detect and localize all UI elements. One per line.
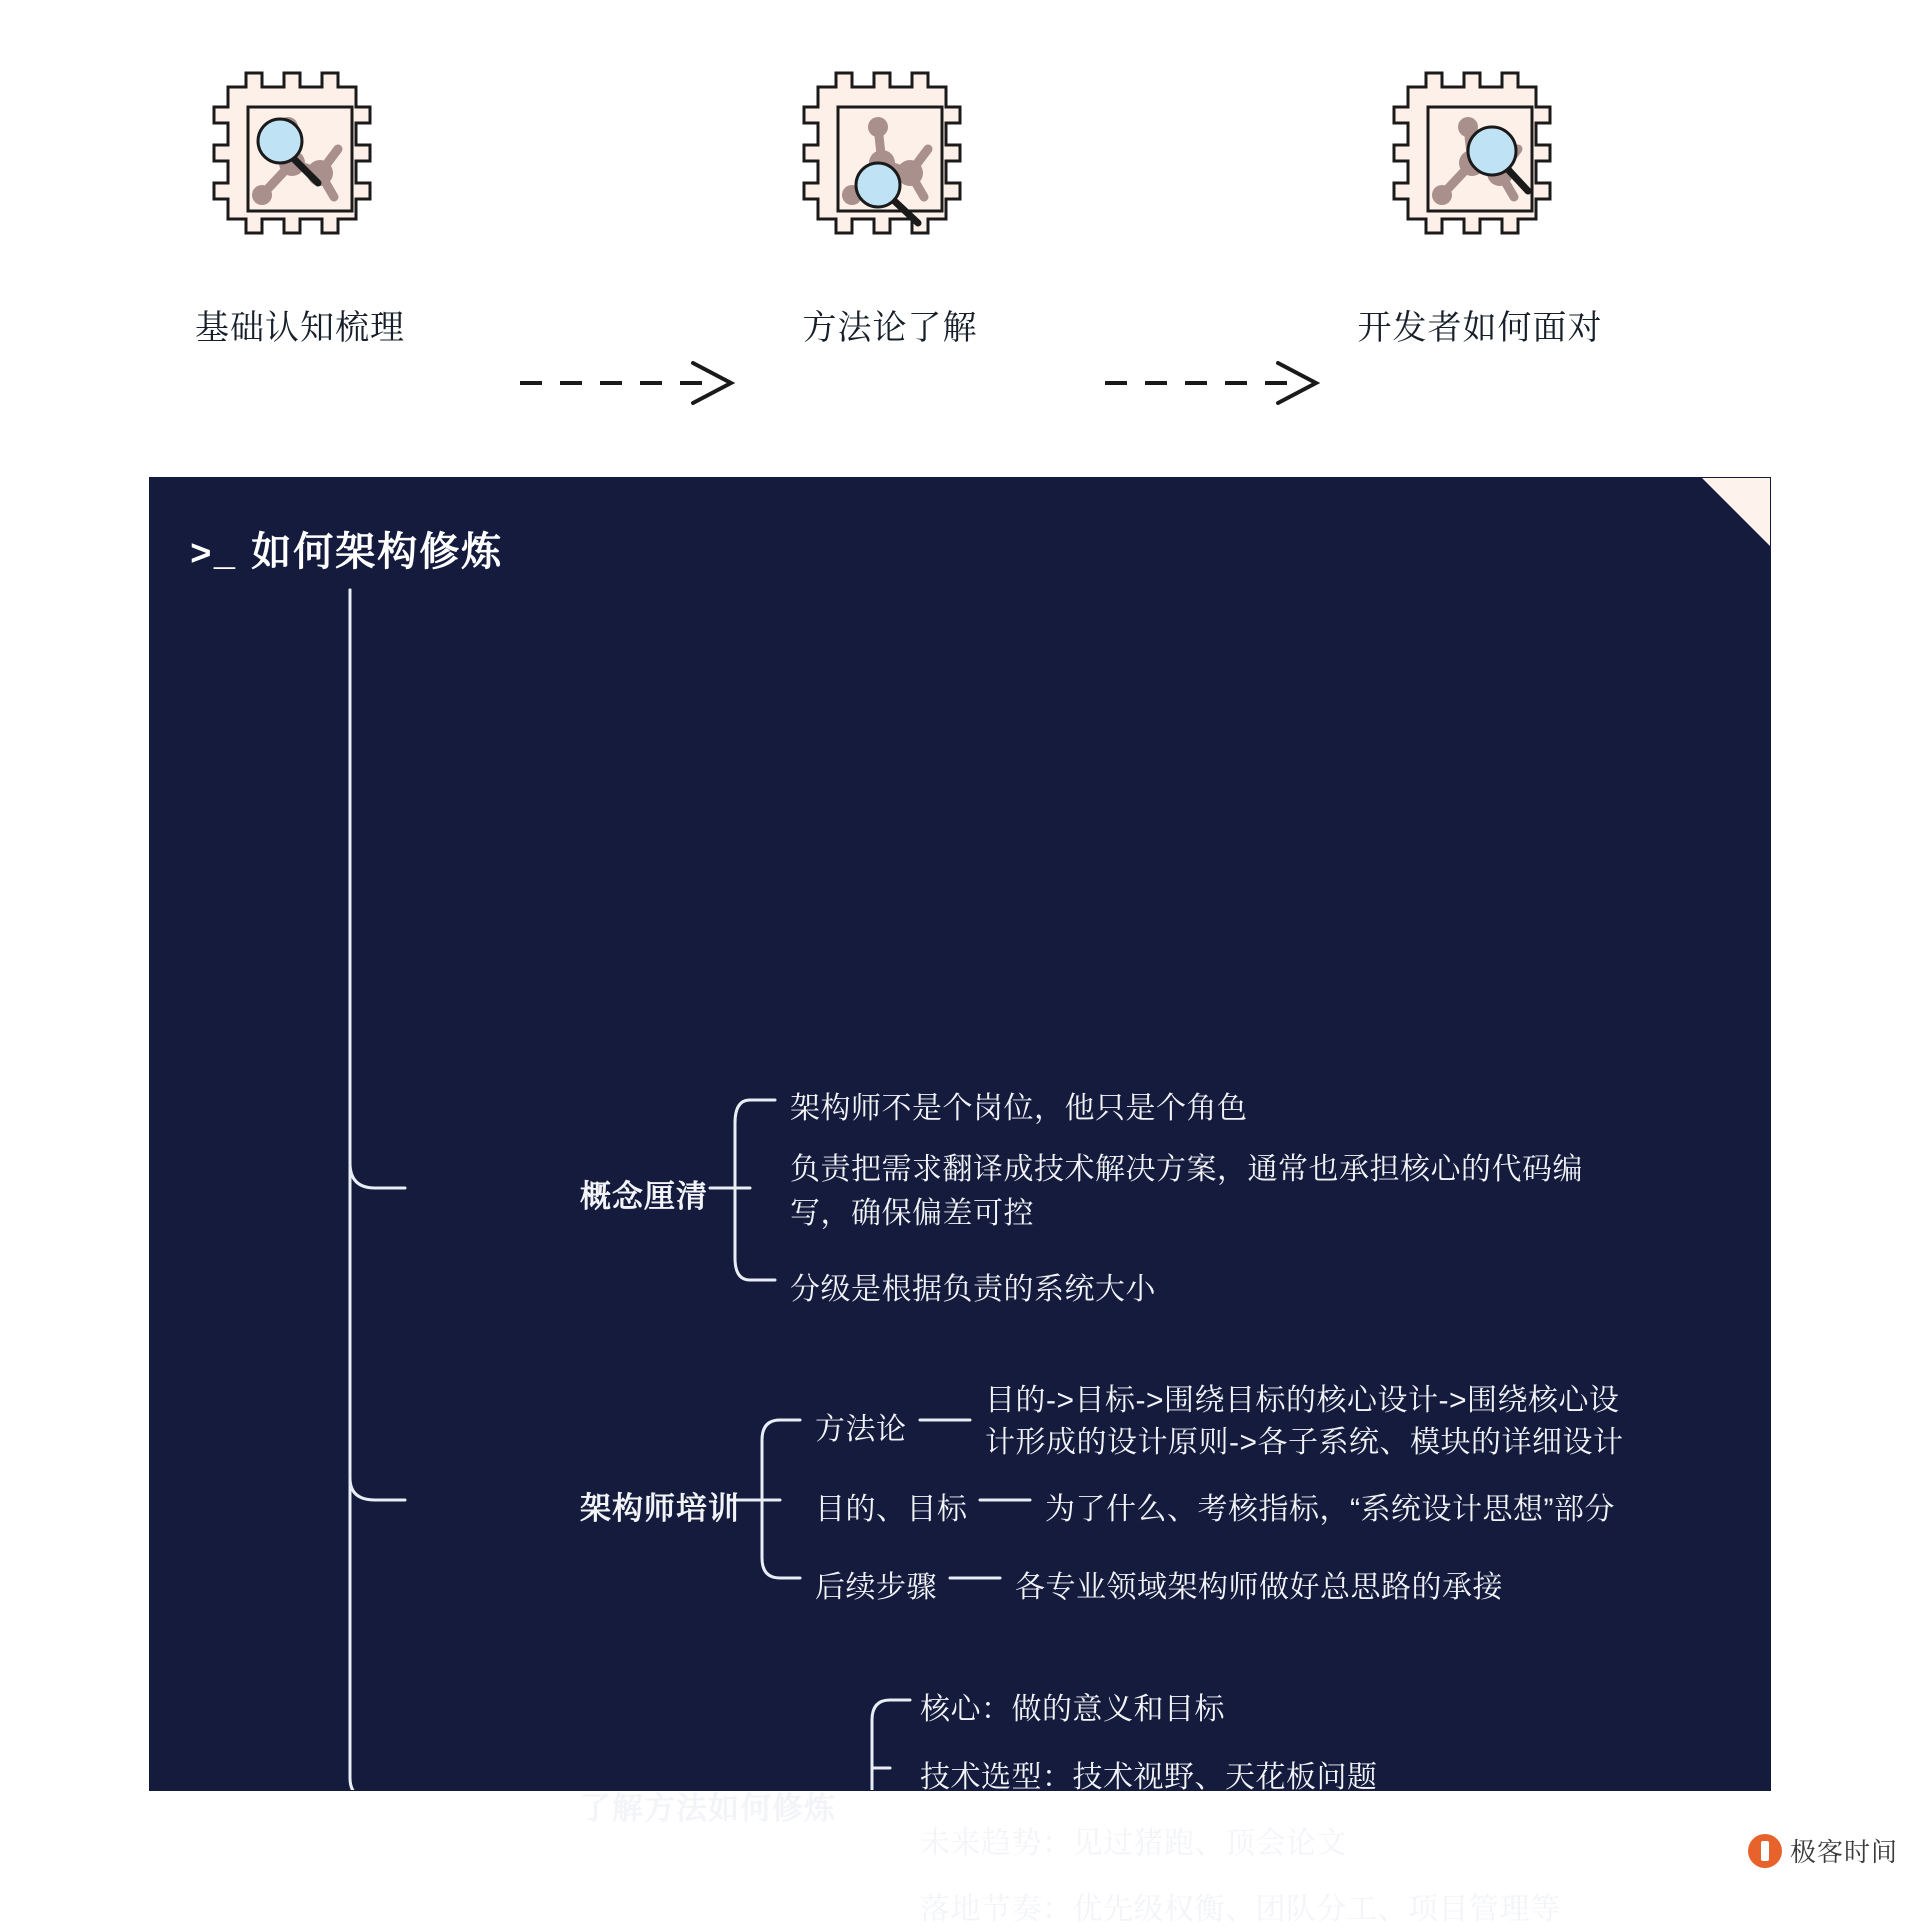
stage-label-3: 开发者如何面对 [1357,309,1603,347]
chip-magnifier-icon [150,40,450,300]
branch-2-item-1-value: 目的->目标->围绕目标的核心设计->围绕核心设计形成的设计原则->各子系统、模块的详细设计 [985,1384,1624,1459]
branch-2-item-3-value: 各专业领域架构师做好总思路的承接 [1015,1571,1503,1604]
watermark-text: 极客时间 [1789,1837,1898,1867]
branch-2-item-1-key: 方法论 [815,1413,907,1446]
branch-3-item-1: 核心：做的意义和目标 [920,1693,1225,1726]
branch-3-item-2: 技术选型：技术视野、天花板问题 [920,1761,1378,1794]
panel-fold-inner [1702,546,1770,614]
stage-item-3 [1330,40,1630,349]
terminal-prompt-icon: >_ [190,535,238,576]
page-title [190,520,503,577]
branch-label-3: 了解方法如何修炼 [580,1791,836,1826]
mindmap-panel [150,478,1770,1926]
chip-magnifier-icon [1330,40,1630,300]
panel-fold-corner [1702,478,1770,546]
dashed-arrow-2 [1100,355,1350,415]
branch-3-item-3: 未来趋势：见过猪跑、顶会论文 [920,1827,1347,1860]
branch-1-item-3: 分级是根据负责的系统大小 [790,1273,1156,1306]
branch-2-item-2-value: 为了什么、考核指标，“系统设计思想”部分 [1045,1493,1615,1526]
branch-label-1: 概念厘清 [580,1179,708,1214]
geekbang-logo-icon [1748,1834,1782,1868]
stage-label-1: 基础认知梳理 [195,309,405,347]
stage-item-1 [150,40,450,349]
stage-item-2 [740,40,1040,349]
branch-2-item-3-key: 后续步骤 [815,1571,937,1604]
stage-row [0,0,1920,440]
page-title-text: 如何架构修炼 [251,530,504,574]
branch-label-2: 架构师培训 [580,1491,740,1526]
branch-2-item-2-key: 目的、目标 [815,1493,968,1526]
branch-1-item-1: 架构师不是个岗位，他只是个角色 [790,1092,1248,1125]
mindmap-connectors [150,478,1770,1790]
watermark [1748,1832,1898,1869]
stage-label-2: 方法论了解 [802,309,978,347]
dashed-arrow-1 [515,355,765,415]
branch-3-item-4: 落地节奏：优先级权衡、团队分工、项目管理等 [920,1893,1561,1926]
branch-1-item-2: 负责把需求翻译成技术解决方案，通常也承担核心的代码编写，确保偏差可控 [790,1153,1583,1230]
chip-magnifier-icon [740,40,1040,300]
